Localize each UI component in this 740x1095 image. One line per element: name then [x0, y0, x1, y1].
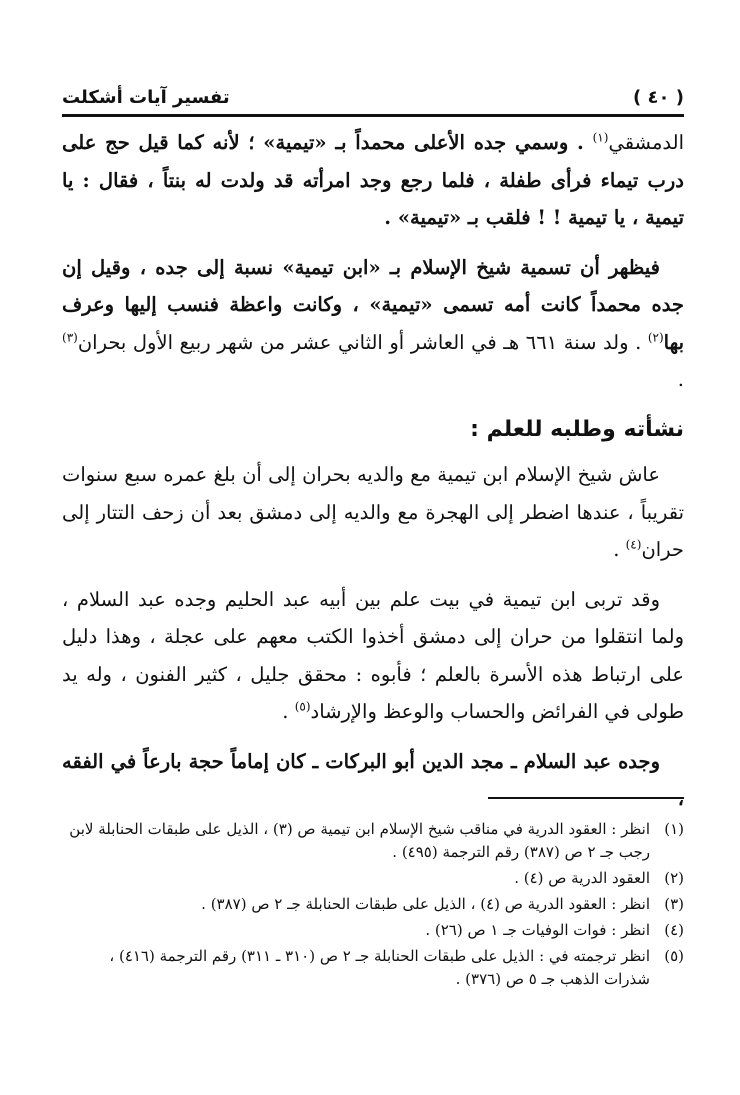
- footnote-rule: [488, 797, 684, 799]
- footnote-ref-1: (١): [592, 130, 609, 145]
- paragraph-2-text-b: . ولد سنة ٦٦١ هـ في العاشر أو الثاني عشر من شهر ربيع الأول بحران: [77, 330, 648, 354]
- paragraph-1: [62, 124, 684, 237]
- footnote-text: انظر ترجمته في : الذيل على طبقات الحنابلة جـ ٢ ص (٣١٠ ـ ٣١١) رقم الترجمة (٤١٦) ، شذرات الذهب جـ ٥ ص (٣٧٦) .: [109, 947, 650, 988]
- paragraph-4-text-b: .: [282, 700, 295, 723]
- footnote-item: [62, 818, 684, 864]
- paragraph-2-text-c: .: [677, 368, 684, 391]
- paragraph-2: [62, 249, 684, 399]
- footnote-text: انظر : العقود الدرية ص (٤) ، الذيل على طبقات الحنابلة جـ ٢ ص (٣٨٧) .: [201, 895, 650, 913]
- footnote-text: العقود الدرية ص (٤) .: [514, 869, 650, 887]
- paragraph-1-text-b: . وسمي جده الأعلى محمداً بـ «تيمية» ؛ لأنه كما قيل حج على درب تيماء فرأى طفلة ، فلما رجع وجد امرأته قد ولدت له بنتاً ، فقال : يا تيمية ، يا تيمية ! ! فلقب بـ «تيمية» .: [62, 131, 684, 229]
- footnotes: [62, 818, 684, 994]
- paragraph-4: [62, 581, 684, 731]
- footnote-item: [62, 919, 684, 942]
- footnote-number: (١): [664, 820, 684, 838]
- paragraph-1-text-a: الدمشقي: [608, 131, 684, 154]
- paragraph-3-text-b: .: [613, 538, 626, 561]
- body-text: [62, 124, 684, 830]
- page-header: [62, 80, 684, 108]
- paragraph-4-text-a: وقد تربى ابن تيمية في بيت علم بين أبيه عبد الحليم وجده عبد السلام ، ولما انتقلوا من حران إلى دمشق أخذوا الكتب معهم على عجلة ، وهذا دليل على ارتباط هذه الأسرة بالعلم ؛ فأبوه : محقق جليل ، كثير الفنون ، وله يد طولى في الفرائض والحساب والوعظ والإرشاد: [62, 587, 684, 723]
- footnote-item: [62, 945, 684, 991]
- footnote-item: [62, 893, 684, 916]
- footnote-text: انظر : العقود الدرية في مناقب شيخ الإسلام ابن تيمية ص (٣) ، الذيل على طبقات الحنابلة لابن رجب جـ ٢ ص (٣٨٧) رقم الترجمة (٤٩٥) .: [69, 820, 650, 861]
- paragraph-5: وجده عبد السلام ـ مجد الدين أبو البركات ـ كان إماماً حجة بارعاً في الفقه ،: [62, 749, 684, 810]
- footnote-number: (٢): [664, 869, 684, 887]
- footnote-ref-4: (٤): [625, 537, 642, 552]
- footnote-number: (٤): [664, 921, 684, 939]
- page-number: ( ٤٠ ): [633, 87, 684, 108]
- footnote-ref-3: (٣): [62, 330, 78, 344]
- paragraph-3-text-a: عاش شيخ الإسلام ابن تيمية مع والديه بحران إلى أن بلغ عمره سبع سنوات تقريباً ، عندها اضطر إلى الهجرة مع والديه إلى دمشق بعد أن زحف التتار إلى حران: [62, 463, 684, 561]
- footnote-text: انظر : فوات الوفيات جـ ١ ص (٢٦) .: [425, 921, 650, 939]
- paragraph-2-text-a: فيظهر أن تسمية شيخ الإسلام بـ «ابن تيمية» نسبة إلى جده ، وقيل إن جده محمداً كانت أمه تسمى «تيمية» ، وكانت واعظة فنسب إليها وعرف بها: [62, 255, 685, 354]
- footnote-item: [62, 867, 684, 890]
- footnote-ref-2: (٢): [647, 330, 664, 344]
- paragraph-3: [62, 456, 684, 569]
- footnote-ref-5: (٥): [294, 699, 311, 714]
- section-heading: نشأته وطلبه للعلم :: [470, 416, 684, 442]
- footnote-number: (٣): [664, 895, 684, 913]
- running-title: تفسير آيات أشكلت: [62, 87, 230, 108]
- footnote-number: (٥): [664, 947, 684, 965]
- header-rule: [62, 114, 684, 117]
